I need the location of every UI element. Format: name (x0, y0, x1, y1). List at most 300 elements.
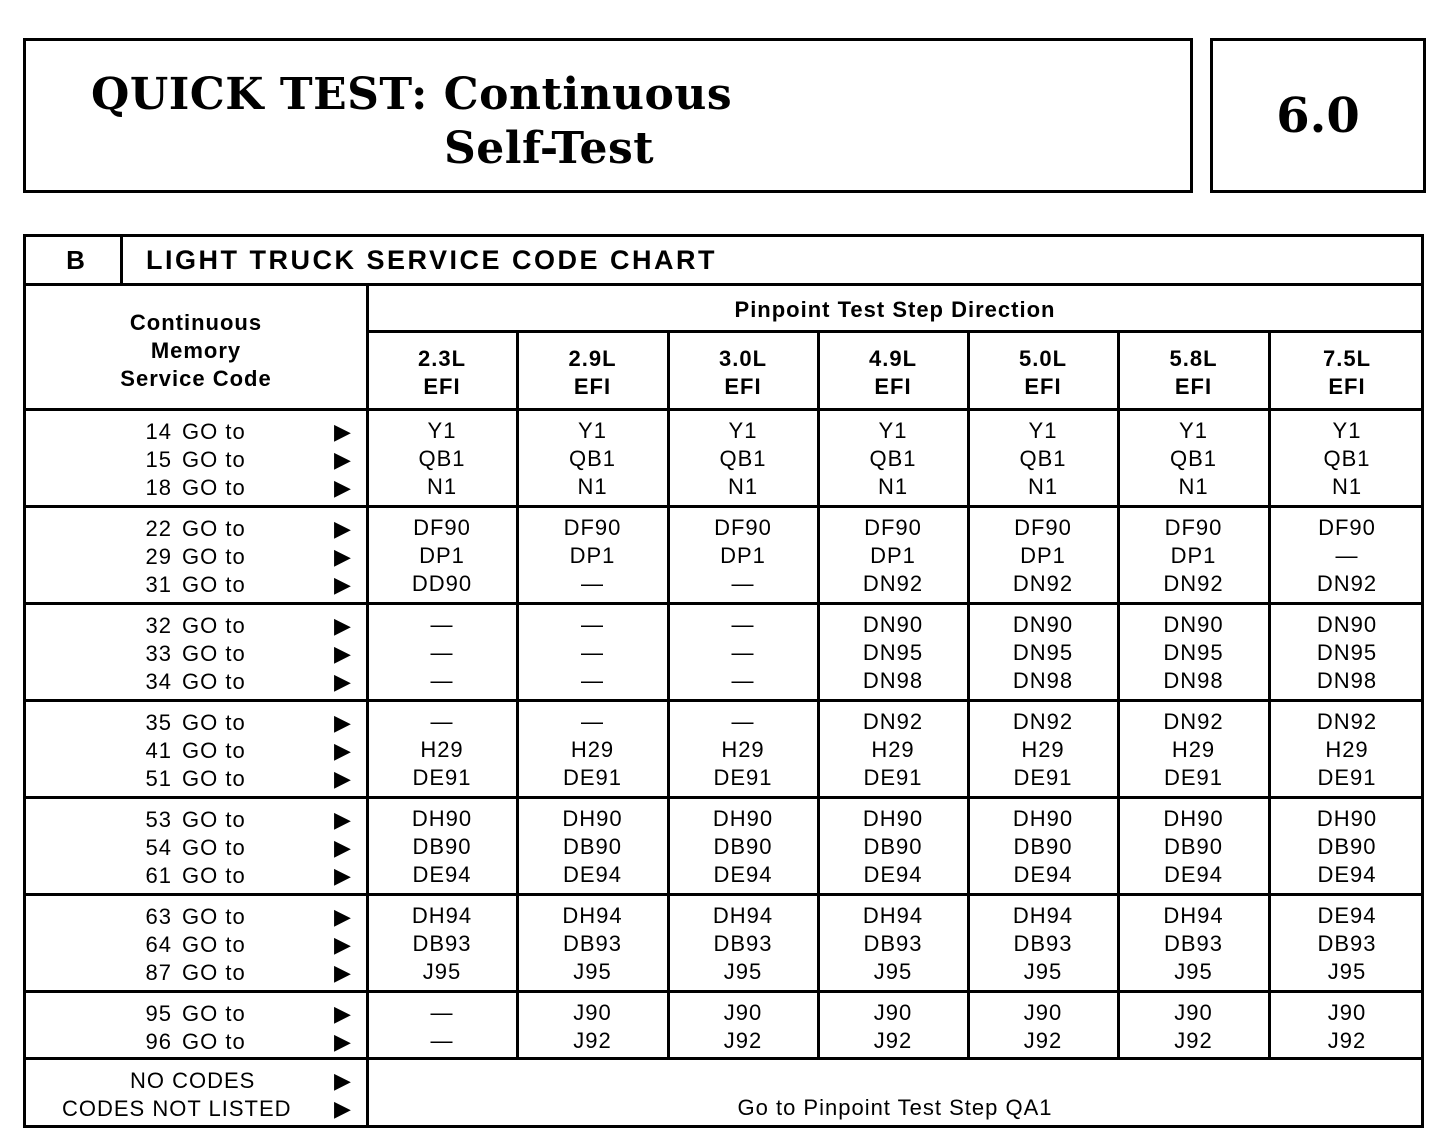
test-step-value: J90 (1174, 1000, 1213, 1025)
divider-horizontal (26, 796, 1421, 799)
test-step-value: J92 (1023, 1028, 1063, 1053)
test-step-value: H29 (420, 737, 464, 762)
arrow-icon: ▶ (334, 710, 351, 735)
service-code-row (26, 834, 366, 862)
test-step-value: N1 (1331, 474, 1363, 499)
engine-type: EFI (1174, 374, 1213, 399)
engine-column-header (968, 345, 1118, 401)
test-step-cell (968, 902, 1118, 986)
pinpoint-header: Pinpoint Test Step Direction (734, 297, 1056, 322)
service-code-row (26, 612, 366, 640)
test-step-value: J95 (1327, 959, 1367, 984)
test-step-value: DP1 (720, 543, 766, 568)
go-to-label: GO to (182, 447, 246, 472)
test-step-cell (668, 417, 818, 501)
test-step-value: DP1 (419, 543, 465, 568)
test-step-value: DF90 (1164, 515, 1223, 540)
test-step-value: DB90 (863, 834, 923, 859)
service-code-row (26, 737, 366, 765)
service-code-row (26, 806, 366, 834)
service-code-number: 29 (145, 544, 172, 569)
divider-horizontal (26, 408, 1421, 411)
test-step-value: DB93 (1163, 931, 1224, 956)
test-step-value: QB1 (869, 446, 917, 471)
test-step-value: N1 (577, 474, 608, 499)
service-code-row (26, 543, 366, 571)
divider-horizontal (26, 505, 1421, 508)
go-to-label: GO to (182, 1029, 246, 1054)
test-step-cell (668, 902, 818, 986)
service-code-number: 41 (145, 738, 172, 763)
test-step-value: J95 (873, 959, 913, 984)
test-step-value: QB1 (1323, 446, 1371, 471)
test-step-value: DE91 (1317, 765, 1377, 790)
test-step-cell (968, 999, 1118, 1055)
test-step-value: DB93 (1013, 931, 1073, 956)
test-step-cell (367, 417, 517, 501)
go-to-label: GO to (182, 738, 246, 763)
go-to-label: GO to (182, 904, 246, 929)
test-step-value: DE94 (412, 862, 472, 887)
test-step-cell (1269, 902, 1425, 986)
go-to-label: GO to (182, 475, 246, 500)
engine-column-header (367, 345, 517, 401)
chart-title: LIGHT TRUCK SERVICE CODE CHART (146, 245, 718, 275)
test-step-value: DF90 (1318, 515, 1376, 540)
test-step-value: DN90 (1163, 612, 1224, 637)
page-title-line1: QUICK TEST: Continuous (91, 69, 733, 120)
test-step-value: Y1 (878, 418, 908, 443)
test-step-value: DN90 (1316, 612, 1378, 637)
test-step-cell (1269, 708, 1425, 792)
test-step-value: DN92 (1012, 709, 1074, 734)
arrow-icon: ▶ (334, 863, 351, 888)
test-step-cell (818, 805, 968, 889)
test-step-value: DN98 (1316, 668, 1378, 693)
service-code-chart (23, 234, 1424, 1128)
test-step-cell (968, 417, 1118, 501)
engine-size: 4.9L (868, 346, 918, 371)
test-step-cell (517, 417, 668, 501)
test-step-cell (1269, 611, 1425, 695)
service-code-number: 61 (145, 863, 172, 888)
test-step-value: Y1 (1332, 418, 1362, 443)
test-step-value: J90 (873, 1000, 913, 1025)
test-step-value: DH94 (1012, 903, 1074, 928)
divider-horizontal (26, 602, 1421, 605)
test-step-value: J90 (1327, 1000, 1367, 1025)
go-to-label: GO to (182, 835, 246, 860)
service-code-number: 22 (145, 516, 172, 541)
test-step-value: — (581, 668, 604, 693)
test-step-value: N1 (426, 474, 458, 499)
test-step-value: J95 (573, 959, 612, 984)
test-step-value: DH94 (712, 903, 774, 928)
test-step-value: — (731, 668, 755, 693)
test-step-value: DB93 (1317, 931, 1377, 956)
test-step-cell (668, 708, 818, 792)
arrow-icon: ▶ (334, 1068, 352, 1093)
test-step-value: DE91 (1163, 765, 1224, 790)
test-step-value: DN92 (1163, 709, 1224, 734)
service-code-number: 33 (145, 641, 172, 666)
arrow-icon: ▶ (334, 419, 351, 444)
arrow-icon: ▶ (334, 641, 351, 666)
test-step-value: J90 (723, 1000, 763, 1025)
test-step-value: DN95 (1316, 640, 1378, 665)
service-code-row (26, 446, 366, 474)
service-code-number: 15 (145, 447, 172, 472)
test-step-cell (668, 805, 818, 889)
test-step-value: DH90 (1316, 806, 1378, 831)
service-code-row (26, 1028, 366, 1056)
arrow-icon: ▶ (334, 807, 351, 832)
engine-size: 5.8L (1169, 346, 1218, 371)
test-step-value: DB90 (713, 834, 773, 859)
test-step-value: DN98 (1163, 668, 1224, 693)
test-step-value: — (731, 571, 755, 596)
test-step-value: DN92 (1012, 571, 1074, 596)
divider-vertical (120, 237, 123, 283)
test-step-value: N1 (1178, 474, 1209, 499)
test-step-cell (1118, 902, 1269, 986)
arrow-icon: ▶ (334, 738, 351, 763)
arrow-icon: ▶ (334, 835, 351, 860)
test-step-value: DP1 (870, 543, 916, 568)
service-code-number: 18 (145, 475, 172, 500)
test-step-value: DE94 (1317, 862, 1377, 887)
test-step-value: J95 (1023, 959, 1063, 984)
codes-not-listed-label: CODES NOT LISTED (62, 1096, 292, 1121)
test-step-value: QB1 (719, 446, 767, 471)
go-to-label: GO to (182, 419, 246, 444)
service-code-header-line: Continuous (129, 310, 263, 335)
test-step-value: DH90 (1163, 806, 1224, 831)
test-step-cell (1118, 999, 1269, 1055)
test-step-value: DE91 (412, 765, 472, 790)
test-step-cell (818, 708, 968, 792)
test-step-value: DN95 (1012, 640, 1074, 665)
service-code-number: 64 (145, 932, 172, 957)
engine-column-header (818, 345, 968, 401)
test-step-value: Y1 (1179, 418, 1208, 443)
test-step-cell (968, 611, 1118, 695)
test-step-value: DH90 (712, 806, 774, 831)
service-code-row (26, 418, 366, 446)
service-code-number: 53 (145, 807, 172, 832)
test-step-cell (1269, 514, 1425, 598)
test-step-value: — (430, 709, 454, 734)
go-to-label: GO to (182, 710, 246, 735)
test-step-cell (668, 514, 818, 598)
test-step-value: QB1 (1019, 446, 1067, 471)
test-step-value: DB90 (1163, 834, 1224, 859)
test-step-value: DH90 (1012, 806, 1074, 831)
test-step-cell (1118, 805, 1269, 889)
test-step-cell (1269, 417, 1425, 501)
chart-section-letter: B (66, 245, 86, 275)
test-step-value: DF90 (714, 515, 772, 540)
service-code-row (26, 903, 366, 931)
engine-size: 3.0L (718, 346, 768, 371)
divider-horizontal (26, 699, 1421, 702)
test-step-value: N1 (727, 474, 759, 499)
test-step-cell (367, 611, 517, 695)
service-code-number: 35 (145, 710, 172, 735)
test-step-value: DN90 (862, 612, 924, 637)
test-step-value: DN92 (862, 571, 924, 596)
test-step-value: — (430, 640, 454, 665)
test-step-value: Y1 (427, 418, 457, 443)
engine-type: EFI (1328, 374, 1366, 399)
arrow-icon: ▶ (334, 669, 351, 694)
test-step-value: J95 (1174, 959, 1213, 984)
no-codes-label: NO CODES (130, 1068, 256, 1093)
test-step-value: DE94 (863, 862, 923, 887)
test-step-value: DP1 (1170, 543, 1217, 568)
footer-message: Go to Pinpoint Test Step QA1 (737, 1095, 1053, 1120)
service-code-header-line: Service Code (120, 366, 272, 391)
test-step-value: — (581, 640, 604, 665)
test-step-cell (1269, 805, 1425, 889)
go-to-label: GO to (182, 932, 246, 957)
service-code-row (26, 862, 366, 890)
test-step-value: J92 (1327, 1028, 1367, 1053)
test-step-cell (517, 514, 668, 598)
test-step-cell (367, 902, 517, 986)
test-step-value: J95 (422, 959, 462, 984)
test-step-value: DB90 (1013, 834, 1073, 859)
test-step-cell (818, 514, 968, 598)
test-step-cell (818, 902, 968, 986)
test-step-value: — (731, 709, 755, 734)
test-step-cell (1118, 611, 1269, 695)
test-step-value: Y1 (728, 418, 758, 443)
go-to-label: GO to (182, 516, 246, 541)
test-step-value: DN92 (1316, 709, 1378, 734)
go-to-label: GO to (182, 544, 246, 569)
arrow-icon: ▶ (334, 1096, 352, 1121)
test-step-value: DH94 (1163, 903, 1224, 928)
test-step-cell (1118, 514, 1269, 598)
engine-column-header (1118, 345, 1269, 401)
test-step-value: DE94 (1013, 862, 1073, 887)
test-step-cell (968, 514, 1118, 598)
test-step-value: DH90 (411, 806, 473, 831)
arrow-icon: ▶ (334, 1029, 351, 1054)
arrow-icon: ▶ (334, 475, 351, 500)
test-step-value: H29 (1325, 737, 1369, 762)
test-step-cell (1118, 417, 1269, 501)
test-step-value: QB1 (418, 446, 466, 471)
service-code-number: 14 (145, 419, 172, 444)
test-step-value: DH94 (862, 903, 924, 928)
test-step-value: — (581, 571, 604, 596)
service-code-number: 96 (145, 1029, 172, 1054)
service-code-column-header (26, 309, 366, 393)
test-step-value: DE91 (1013, 765, 1073, 790)
engine-size: 2.3L (417, 346, 467, 371)
service-code-number: 63 (145, 904, 172, 929)
test-step-value: DN92 (1316, 571, 1378, 596)
test-step-value: H29 (871, 737, 915, 762)
test-step-value: J92 (723, 1028, 763, 1053)
test-step-value: — (731, 640, 755, 665)
test-step-cell (517, 805, 668, 889)
test-step-value: J92 (1174, 1028, 1213, 1053)
engine-column-header (1269, 345, 1425, 401)
test-step-value: DP1 (569, 543, 616, 568)
arrow-icon: ▶ (334, 447, 351, 472)
test-step-value: N1 (877, 474, 909, 499)
test-step-value: H29 (721, 737, 765, 762)
test-step-value: DF90 (864, 515, 922, 540)
engine-column-header (517, 345, 668, 401)
test-step-value: — (1335, 543, 1359, 568)
test-step-cell (818, 999, 968, 1055)
test-step-value: DF90 (1014, 515, 1072, 540)
test-step-value: DN98 (862, 668, 924, 693)
test-step-value: DP1 (1020, 543, 1066, 568)
section-number: 6.0 (1210, 38, 1426, 193)
test-step-value: DE94 (713, 862, 773, 887)
test-step-value: DE91 (562, 765, 623, 790)
test-step-value: — (581, 709, 604, 734)
test-step-value: — (731, 612, 755, 637)
go-to-label: GO to (182, 807, 246, 832)
page-title-line2: Self-Test (444, 123, 655, 174)
service-code-row (26, 931, 366, 959)
test-step-value: DB93 (562, 931, 623, 956)
service-code-row (26, 959, 366, 987)
go-to-label: GO to (182, 863, 246, 888)
service-code-row (26, 709, 366, 737)
arrow-icon: ▶ (334, 544, 351, 569)
test-step-value: DF90 (413, 515, 471, 540)
go-to-label: GO to (182, 1001, 246, 1026)
test-step-cell (367, 514, 517, 598)
test-step-value: J95 (723, 959, 763, 984)
engine-type: EFI (874, 374, 912, 399)
test-step-value: DE91 (863, 765, 923, 790)
test-step-cell (1118, 708, 1269, 792)
arrow-icon: ▶ (334, 1001, 351, 1026)
go-to-label: GO to (182, 613, 246, 638)
test-step-value: DN98 (1012, 668, 1074, 693)
service-code-row (26, 571, 366, 599)
engine-type: EFI (423, 374, 461, 399)
divider-horizontal (26, 893, 1421, 896)
test-step-value: QB1 (568, 446, 617, 471)
arrow-icon: ▶ (334, 960, 351, 985)
test-step-value: DB90 (1317, 834, 1377, 859)
test-step-cell (968, 805, 1118, 889)
test-step-value: DE94 (1163, 862, 1224, 887)
test-step-value: DN95 (862, 640, 924, 665)
test-step-value: J92 (573, 1028, 612, 1053)
test-step-value: DH94 (562, 903, 623, 928)
test-step-cell (968, 708, 1118, 792)
test-step-value: DN95 (1163, 640, 1224, 665)
test-step-value: DB93 (863, 931, 923, 956)
test-step-value: DN90 (1012, 612, 1074, 637)
service-code-row (26, 640, 366, 668)
test-step-value: QB1 (1169, 446, 1218, 471)
arrow-icon: ▶ (334, 932, 351, 957)
engine-size: 5.0L (1018, 346, 1068, 371)
test-step-value: J90 (1023, 1000, 1063, 1025)
test-step-value: DF90 (563, 515, 622, 540)
test-step-value: DH90 (862, 806, 924, 831)
test-step-cell (1269, 999, 1425, 1055)
test-step-value: DN92 (862, 709, 924, 734)
engine-type: EFI (1024, 374, 1062, 399)
test-step-value: N1 (1027, 474, 1059, 499)
test-step-value: DB90 (412, 834, 472, 859)
service-code-row (26, 515, 366, 543)
test-step-value: H29 (1171, 737, 1216, 762)
service-code-header-line: Memory (150, 338, 242, 363)
go-to-label: GO to (182, 960, 246, 985)
test-step-value: H29 (1021, 737, 1065, 762)
test-step-value: DB93 (713, 931, 773, 956)
test-step-value: DD90 (411, 571, 473, 596)
test-step-cell (517, 611, 668, 695)
engine-column-header (668, 345, 818, 401)
engine-size: 7.5L (1322, 346, 1372, 371)
test-step-value: Y1 (1028, 418, 1058, 443)
test-step-value: DE91 (713, 765, 773, 790)
test-step-cell (517, 999, 668, 1055)
divider-horizontal (26, 990, 1421, 993)
service-code-row (26, 1000, 366, 1028)
arrow-icon: ▶ (334, 572, 351, 597)
test-step-value: J90 (573, 1000, 612, 1025)
service-code-number: 34 (145, 669, 172, 694)
engine-type: EFI (724, 374, 762, 399)
service-code-number: 51 (145, 766, 172, 791)
test-step-value: — (430, 612, 454, 637)
service-code-number: 32 (145, 613, 172, 638)
divider-horizontal (26, 1057, 1421, 1060)
arrow-icon: ▶ (334, 613, 351, 638)
test-step-value: DE94 (562, 862, 623, 887)
test-step-cell (668, 999, 818, 1055)
go-to-label: GO to (182, 641, 246, 666)
arrow-icon: ▶ (334, 904, 351, 929)
test-step-value: DH90 (562, 806, 623, 831)
test-step-value: — (430, 1000, 454, 1025)
test-step-value: Y1 (578, 418, 607, 443)
engine-size: 2.9L (568, 346, 617, 371)
test-step-value: DH94 (411, 903, 473, 928)
test-step-value: — (430, 1028, 454, 1053)
test-step-cell (517, 708, 668, 792)
divider-horizontal (366, 330, 1421, 333)
go-to-label: GO to (182, 572, 246, 597)
arrow-icon: ▶ (334, 516, 351, 541)
divider-horizontal (26, 283, 1421, 286)
test-step-cell (668, 611, 818, 695)
test-step-cell (367, 999, 517, 1055)
title-box (23, 38, 1193, 193)
service-code-number: 87 (145, 960, 172, 985)
service-code-row (26, 474, 366, 502)
service-code-row (26, 765, 366, 793)
test-step-cell (517, 902, 668, 986)
test-step-value: — (430, 668, 454, 693)
test-step-value: DB93 (412, 931, 472, 956)
